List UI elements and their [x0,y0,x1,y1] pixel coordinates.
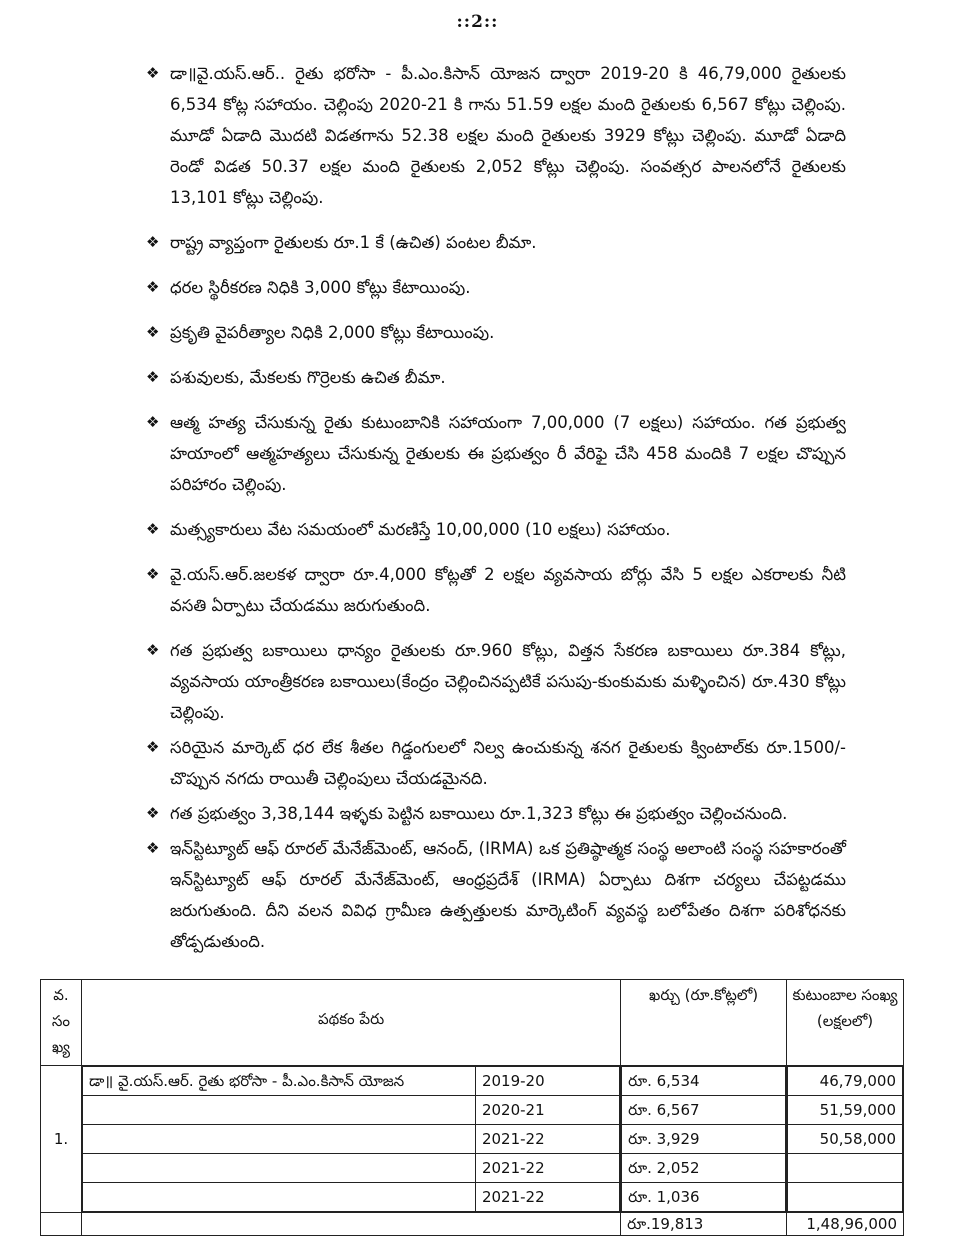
families-value [788,1154,903,1183]
cost-value: రూ. 3,929 [622,1125,786,1154]
scheme-cell [81,1066,620,1213]
bullet-text: సరియైన మార్కెట్ ధర లేక శీతల గిడ్డంగులలో నిల్వ ఉంచుకున్న శనగ రైతులకు క్వింటాల్‌కు రూ.1500/- చొప్పున నగదు రాయితీ చెల్లింపులు చేయడమైనది. [170,738,846,788]
bullet-item [146,227,846,258]
cost-value: రూ. 6,567 [622,1096,786,1125]
header-scheme-name: పథకం పేరు [81,980,620,1066]
diamond-bullet-icon: ❖ [146,839,160,857]
bullet-text: ఇన్‌స్టిట్యూట్ ఆఫ్ రూరల్ మేనేజ్‌మెంట్, ఆనంద్, (IRMA) ఒక ప్రతిష్ఠాత్మక సంస్థ అలాంటి సంస్థ సహకారంతో ఇన్‌స్టిట్యూట్ ఆఫ్ రూరల్ మేనేజ్‌మెంట్, ఆంధ్రప్రదేశ్ (IRMA) ఏర్పాటు దిశగా చర్యలు చేపట్టడము జరుగుతుంది. దీని వలన వివిధ గ్రామీణ ఉత్పత్తులకు మార్కెటింగ్ వ్యవస్థ బలోపేతం దిశగా పరిశోధనకు తోడ్పడుతుంది. [170,839,846,951]
diamond-bullet-icon: ❖ [146,278,160,296]
bullet-text: డా॥వై.యస్.ఆర్.. రైతు భరోసా - పీ.ఎం.కిసాన్ యోజన ద్వారా 2019-20 కి 46,79,000 రైతులకు 6,534 కోట్ల సహాయం. చెల్లింపు 2020-21 కి గాను 51.59 లక్షల మంది రైతులకు 6,567 కోట్లు చెల్లింపు. మూడో ఏడాది మొదటి విడతగాను 52.38 లక్షల మంది రైతులకు 3929 కోట్లు చెల్లింపు. మూడో ఏడాది రెండో విడత 50.37 లక్షల మంది రైతులకు 2,052 కోట్లు చెల్లింపు. సంవత్సర పాలనలోనే రైతులకు 13,101 కోట్లు చెల్లింపు. [170,64,846,207]
header-cost: ఖర్చు (రూ.కోట్లలో) [621,980,787,1066]
bullet-item [146,833,846,957]
cost-cell [621,1066,787,1213]
diamond-bullet-icon: ❖ [146,565,160,583]
families-cell [787,1066,904,1213]
year: 2021-22 [475,1183,619,1212]
diamond-bullet-icon: ❖ [146,804,160,822]
bullet-item [146,58,846,213]
bullet-item [146,317,846,348]
diamond-bullet-icon: ❖ [146,641,160,659]
diamond-bullet-icon: ❖ [146,323,160,341]
bullet-item [146,559,846,621]
bullet-text: ధరల స్థిరీకరణ నిధికి 3,000 కోట్లు కేటాయింపు. [170,278,471,297]
scheme-years [82,1066,620,1212]
bullet-item [146,635,846,728]
scheme-name-spacer [82,1183,475,1212]
year: 2020-21 [475,1096,619,1125]
year: 2019-20 [475,1067,619,1096]
total-cost: రూ.19,813 [621,1213,787,1236]
bullet-item [146,272,846,303]
page-number: ::2:: [456,12,499,32]
bullet-item [146,798,846,829]
bullet-text: ప్రకృతి వైపరీత్యాల నిధికి 2,000 కోట్లు కేటాయింపు. [170,323,495,342]
family-values [787,1066,903,1212]
bullet-item [146,362,846,393]
header-families: కుటుంబాల సంఖ్య (లక్షలలో) [787,980,904,1066]
scheme-table [40,979,904,1236]
families-value: 46,79,000 [788,1067,903,1096]
families-value: 50,58,000 [788,1125,903,1154]
diamond-bullet-icon: ❖ [146,64,160,82]
bullet-item [146,514,846,545]
bullet-text: మత్స్యకారులు వేట సమయంలో మరణిస్తే 10,00,000 (10 లక్షలు) సహాయం. [170,520,671,539]
diamond-bullet-icon: ❖ [146,233,160,251]
families-value: 51,59,000 [788,1096,903,1125]
diamond-bullet-icon: ❖ [146,413,160,431]
header-sno: వ. సం ఖ్య [41,980,82,1066]
scheme-name-spacer [82,1096,475,1125]
bullet-text: రాష్ట్ర వ్యాప్తంగా రైతులకు రూ.1 కే (ఉచిత) పంటల బీమా. [170,233,537,252]
bullet-item [146,407,846,500]
scheme-name-spacer [82,1125,475,1154]
total-families: 1,48,96,000 [787,1213,904,1236]
cost-value: రూ. 2,052 [622,1154,786,1183]
bullet-text: పశువులకు, మేకలకు గొర్రెలకు ఉచిత బీమా. [170,368,446,387]
families-value [788,1183,903,1212]
bullet-text: వై.యస్.ఆర్.జలకళ ద్వారా రూ.4,000 కోట్లతో 2 లక్షల వ్యవసాయ బోర్లు వేసి 5 లక్షల ఎకరాలకు నీటి వసతి ఏర్పాటు చేయడము జరుగుతుంది. [170,565,846,615]
row-sno: 1. [41,1066,82,1213]
diamond-bullet-icon: ❖ [146,368,160,386]
diamond-bullet-icon: ❖ [146,520,160,538]
bullet-list [146,58,846,957]
bullet-text: గత ప్రభుత్వం 3,38,144 ఇళ్ళకు పెట్టిన బకాయిలు రూ.1,323 కోట్లు ఈ ప్రభుత్వం చెల్లించనుంది. [170,804,788,823]
diamond-bullet-icon: ❖ [146,738,160,756]
year: 2021-22 [475,1125,619,1154]
bullet-item [146,732,846,794]
bullet-text: గత ప్రభుత్వ బకాయిలు ధాన్యం రైతులకు రూ.960 కోట్లు, విత్తన సేకరణ బకాయిలు రూ.384 కోట్లు, వ్యవసాయ యాంత్రీకరణ బకాయిలు(కేంద్రం చెల్లించినప్పటికే పసుపు-కుంకుమకు మళ్ళించిన) రూ.430 కోట్లు చెల్లింపు. [170,641,846,722]
total-label-cell [81,1213,620,1236]
cost-value: రూ. 1,036 [622,1183,786,1212]
cost-value: రూ. 6,534 [622,1067,786,1096]
scheme-name: డా॥ వై.యస్.ఆర్. రైతు భరోసా - పీ.ఎం.కిసాన్ యోజన [82,1067,475,1096]
year: 2021-22 [475,1154,619,1183]
scheme-name-spacer [82,1154,475,1183]
total-sno-cell [41,1213,82,1236]
cost-values [621,1066,786,1212]
bullet-text: ఆత్మ హత్య చేసుకున్న రైతు కుటుంబానికి సహాయంగా 7,00,000 (7 లక్షలు) సహాయం. గత ప్రభుత్వ హయాంలో ఆత్మహత్యలు చేసుకున్న రైతులకు ఈ ప్రభుత్వం రీ వేరిఫై చేసి 458 మందికి 7 లక్షల చొప్పున పరిహారం చెల్లింపు. [170,413,846,494]
